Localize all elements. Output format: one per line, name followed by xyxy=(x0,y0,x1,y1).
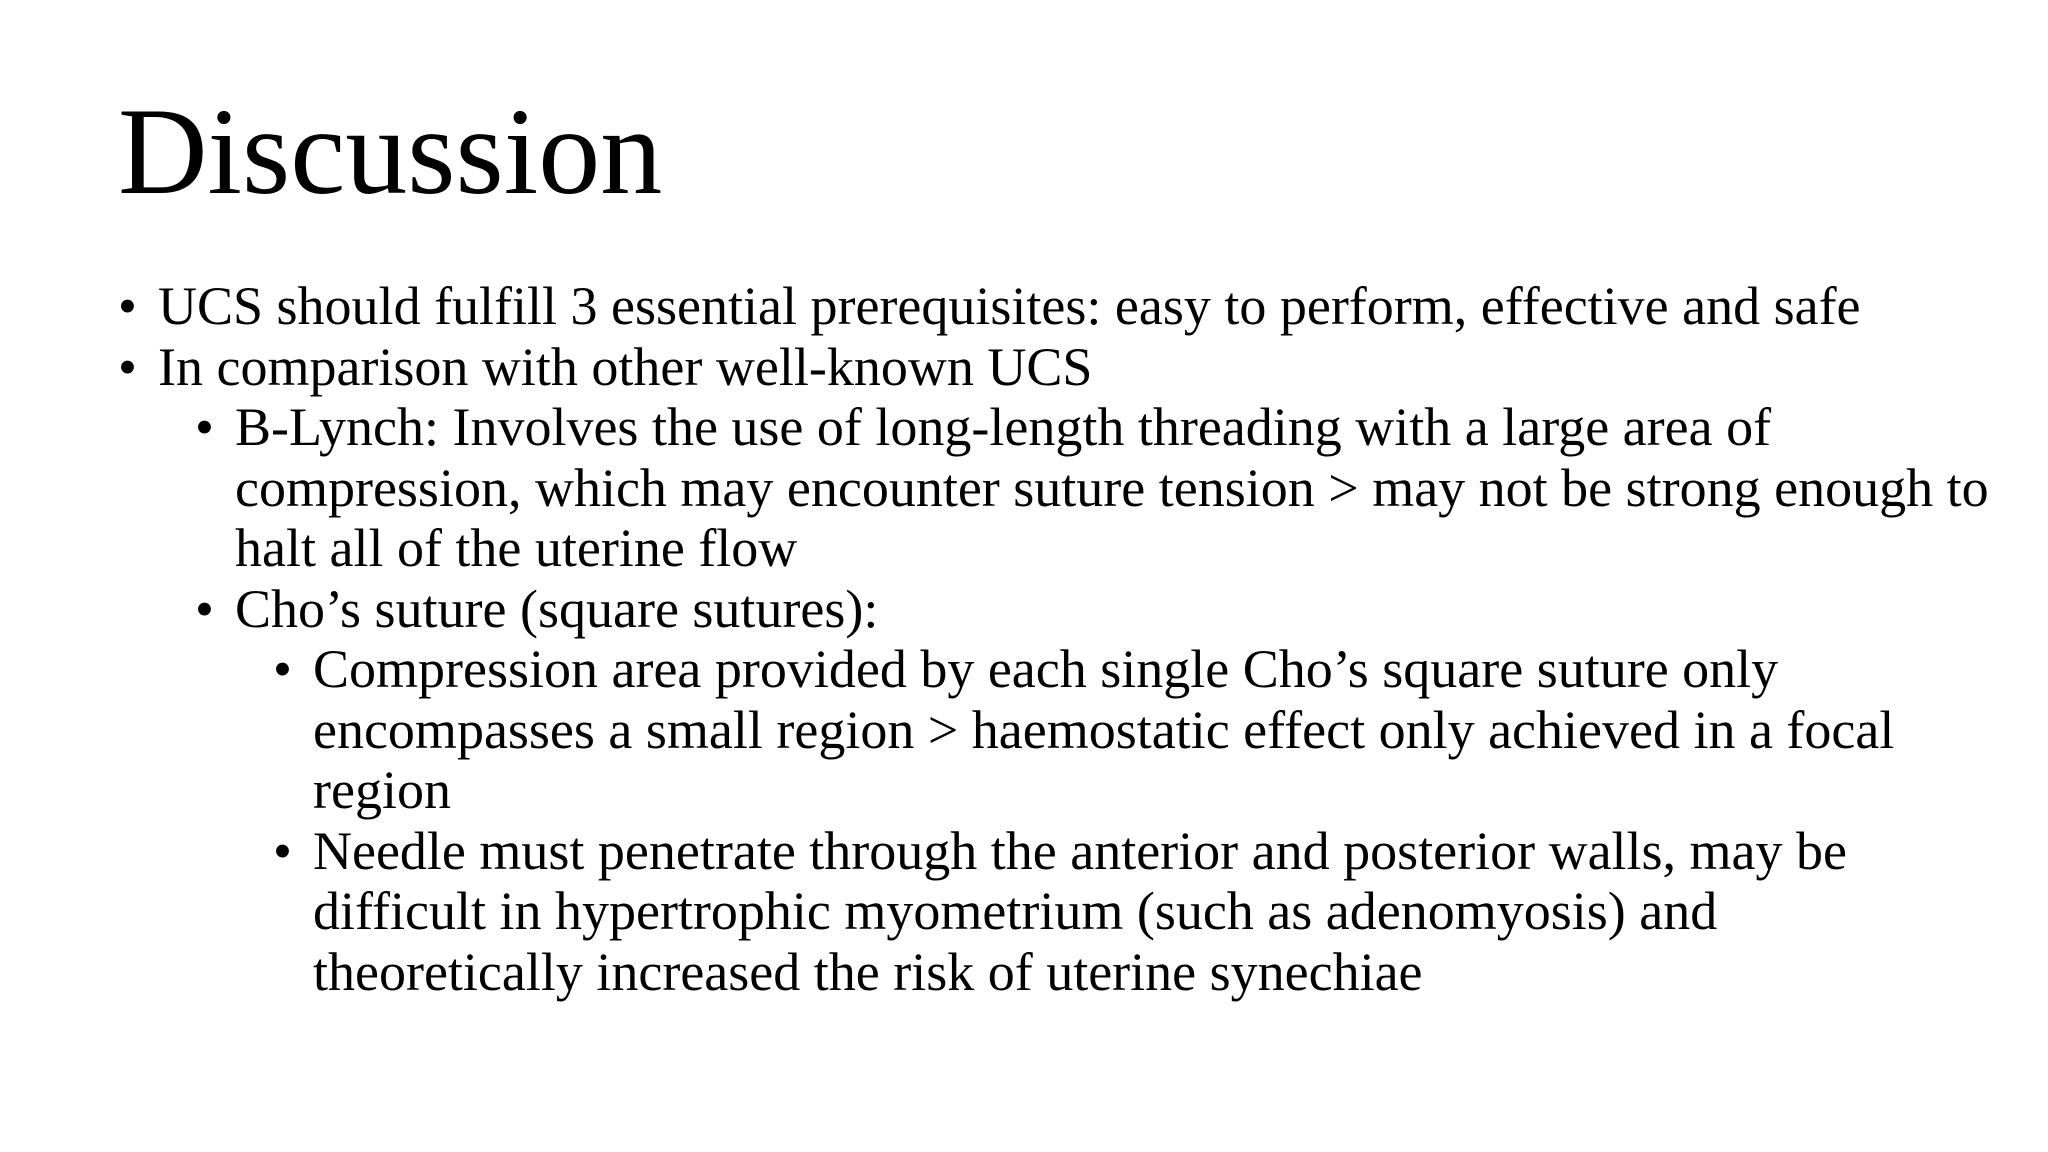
bullet-item-comparison xyxy=(118,337,1998,398)
bullet-list xyxy=(118,276,1998,1002)
bullet-icon: • xyxy=(195,397,214,457)
bullet-item-chos-suture xyxy=(118,579,1998,640)
bullet-icon: • xyxy=(195,578,214,639)
bullet-item-b-lynch xyxy=(118,397,1998,579)
bullet-text: B-Lynch: Involves the use of long-length threading with a large area of compression, which may encounter suture tension > may not be strong enough to halt all of the uterine flow xyxy=(235,397,1989,578)
bullet-text: Compression area provided by each single Cho’s square suture only encompasses a small region > haemostatic effect only achieved in a focal region xyxy=(313,639,1895,820)
bullet-icon: • xyxy=(273,639,292,699)
bullet-text: In comparison with other well-known UCS xyxy=(158,336,1093,397)
bullet-item-needle-penetration xyxy=(118,821,1998,1003)
bullet-item-ucs-prerequisites xyxy=(118,276,1998,337)
bullet-text: Cho’s suture (square sutures): xyxy=(235,578,879,639)
slide-title: Discussion xyxy=(118,83,663,220)
bullet-item-compression-area xyxy=(118,639,1998,821)
bullet-icon: • xyxy=(118,276,137,336)
bullet-text: Needle must penetrate through the anterior and posterior walls, may be difficult in hypertrophic myometrium (such as adenomyosis) and theoretically increased the risk of uterine synechiae xyxy=(313,820,1847,1002)
bullet-icon: • xyxy=(118,336,137,397)
bullet-text: UCS should fulfill 3 essential prerequisites: easy to perform, effective and safe xyxy=(158,276,1861,336)
bullet-icon: • xyxy=(273,820,292,881)
